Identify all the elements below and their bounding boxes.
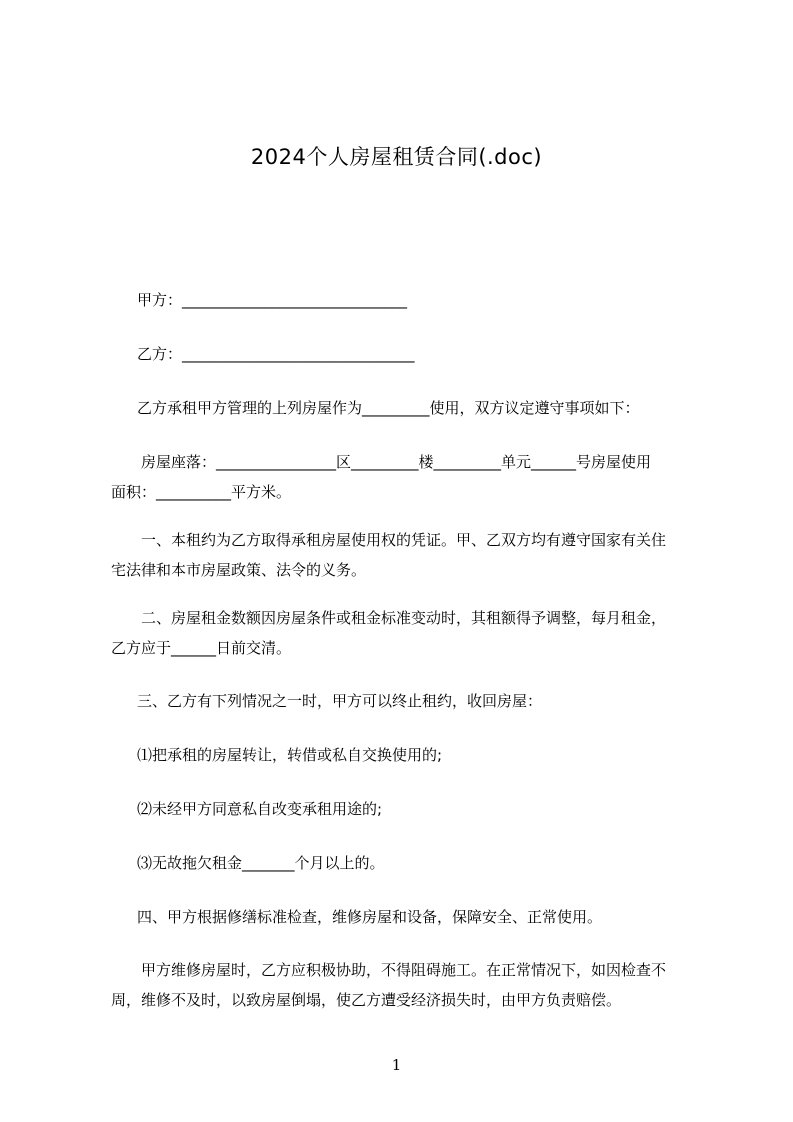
clause-3-heading: 三、乙方有下列情况之一时，甲方可以终止租约，收回房屋：	[137, 692, 543, 710]
document-title: 2024个人房屋租赁合同(.doc)	[250, 145, 543, 169]
clause-2-line-1: 二、房屋租金数额因房屋条件或租金标准变动时，其租额得予调整，每月租金，	[141, 609, 667, 627]
page-number: 1	[391, 1056, 402, 1074]
party-a-line: 甲方：______________________________	[137, 291, 408, 309]
repair-line-1: 甲方维修房屋时，乙方应积极协助，不得阻碍施工。在正常情况下，如因检查不	[141, 961, 667, 979]
clause-3-item-2: ⑵未经甲方同意私自改变承租用途的;	[137, 800, 383, 818]
party-b-line: 乙方：_______________________________	[137, 345, 415, 363]
clause-1-line-2: 宅法律和本市房屋政策、法令的义务。	[111, 561, 367, 579]
clause-1-line-1: 一、本租约为乙方取得承租房屋使用权的凭证。甲、乙双方均有遵守国家有关住	[141, 531, 667, 549]
clause-4: 四、甲方根据修缮标准检查，维修房屋和设备，保障安全、正常使用。	[137, 908, 603, 926]
clause-3-item-1: ⑴把承租的房屋转让，转借或私自交换使用的;	[137, 746, 443, 764]
location-line-1: 房屋座落：________________区_________楼_________单元______号房屋使用	[141, 453, 652, 471]
repair-line-2: 周，维修不及时，以致房屋倒塌，使乙方遭受经济损失时，由甲方负责赔偿。	[111, 991, 622, 1009]
intro-paragraph: 乙方承租甲方管理的上列房屋作为_________使用，双方议定遵守事项如下：	[137, 399, 640, 417]
clause-2-line-2: 乙方应于______日前交清。	[111, 639, 292, 657]
location-line-2: 面积：__________平方米。	[111, 483, 292, 501]
clause-3-item-3: ⑶无故拖欠租金_______个月以上的。	[137, 854, 385, 872]
